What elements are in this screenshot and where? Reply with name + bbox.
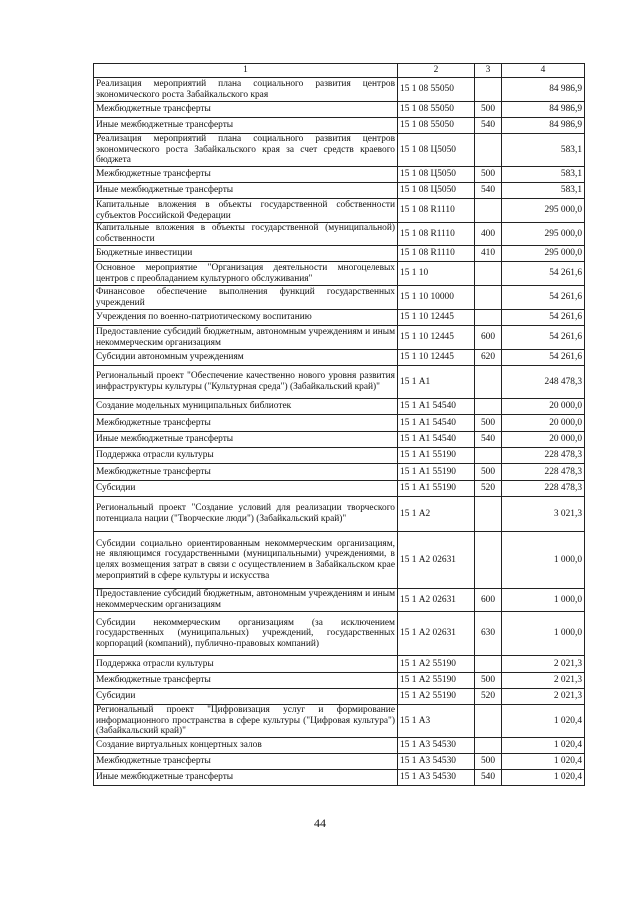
row-name: Субсидии социально ориентированным некоммерческим организациям, не являющимся государственными (муниципальными) учреждениями, в целях возмещения затрат в связи с осуществлением в Забайкальском крае мероприятий в сфере культуры и искусства — [94, 532, 398, 589]
row-sum: 54 261,6 — [502, 326, 585, 350]
row-expense-type — [475, 532, 502, 589]
row-sum: 54 261,6 — [502, 350, 585, 366]
row-code: 15 1 А2 55190 — [398, 673, 475, 689]
row-code: 15 1 08 55050 — [398, 102, 475, 118]
row-expense-type — [475, 705, 502, 738]
row-code: 15 1 08 R1110 — [398, 199, 475, 223]
row-name: Капитальные вложения в объекты государственной (муниципальной) собственности — [94, 223, 398, 246]
row-sum: 84 986,9 — [502, 102, 585, 118]
table-row — [94, 689, 585, 705]
row-sum: 583,1 — [502, 183, 585, 199]
row-code: 15 1 08 55050 — [398, 118, 475, 134]
table-row — [94, 415, 585, 432]
row-code: 15 1 А2 02631 — [398, 589, 475, 612]
row-name: Субсидии — [94, 481, 398, 497]
row-code: 15 1 А2 55190 — [398, 656, 475, 673]
row-name: Межбюджетные трансферты — [94, 415, 398, 432]
row-code: 15 1 08 R1110 — [398, 246, 475, 262]
row-code: 15 1 А2 02631 — [398, 612, 475, 656]
table-row — [94, 102, 585, 118]
row-sum: 54 261,6 — [502, 286, 585, 310]
row-code: 15 1 10 — [398, 262, 475, 286]
row-expense-type — [475, 262, 502, 286]
row-name: Межбюджетные трансферты — [94, 102, 398, 118]
table-row — [94, 350, 585, 366]
table-row — [94, 497, 585, 532]
row-code: 15 1 А1 55190 — [398, 464, 475, 481]
row-name: Поддержка отрасли культуры — [94, 656, 398, 673]
row-name: Субсидии — [94, 689, 398, 705]
row-sum: 1 000,0 — [502, 612, 585, 656]
row-name: Субсидии некоммерческим организациям (за исключением государственных (муниципальных) учреждений, государственных корпораций (компаний), публично-правовых компаний) — [94, 612, 398, 656]
row-expense-type: 410 — [475, 246, 502, 262]
row-sum: 2 021,3 — [502, 656, 585, 673]
row-sum: 20 000,0 — [502, 415, 585, 432]
table-row — [94, 286, 585, 310]
page-number: 44 — [314, 816, 326, 830]
row-sum: 1 020,4 — [502, 754, 585, 770]
row-sum: 295 000,0 — [502, 246, 585, 262]
row-name: Иные межбюджетные трансферты — [94, 183, 398, 199]
row-code: 15 1 08 Ц5050 — [398, 134, 475, 167]
row-expense-type: 500 — [475, 102, 502, 118]
row-sum: 248 478,3 — [502, 366, 585, 399]
row-name: Предоставление субсидий бюджетным, автономным учреждениям и иным некоммерческим организациям — [94, 326, 398, 350]
row-sum: 2 021,3 — [502, 673, 585, 689]
table-row — [94, 448, 585, 464]
row-code: 15 1 А3 54530 — [398, 754, 475, 770]
row-sum: 1 000,0 — [502, 589, 585, 612]
row-expense-type: 500 — [475, 673, 502, 689]
row-code: 15 1 08 Ц5050 — [398, 183, 475, 199]
row-sum: 1 020,4 — [502, 738, 585, 754]
row-expense-type — [475, 399, 502, 415]
table-row — [94, 223, 585, 246]
table-row — [94, 705, 585, 738]
table-row — [94, 199, 585, 223]
row-expense-type — [475, 78, 502, 102]
table-row — [94, 262, 585, 286]
row-sum: 54 261,6 — [502, 310, 585, 326]
row-name: Реализация мероприятий плана социального развития центров экономического роста Забайкальского края — [94, 78, 398, 102]
row-name: Региональный проект "Обеспечение качественно нового уровня развития инфраструктуры культуры ("Культурная среда") (Забайкальский край)" — [94, 366, 398, 399]
row-sum: 228 478,3 — [502, 481, 585, 497]
row-expense-type: 400 — [475, 223, 502, 246]
row-expense-type: 540 — [475, 118, 502, 134]
row-sum: 3 021,3 — [502, 497, 585, 532]
table-row — [94, 310, 585, 326]
row-expense-type — [475, 448, 502, 464]
table-row — [94, 770, 585, 786]
row-sum: 1 000,0 — [502, 532, 585, 589]
row-expense-type: 500 — [475, 464, 502, 481]
row-name: Субсидии автономным учреждениям — [94, 350, 398, 366]
row-sum: 54 261,6 — [502, 262, 585, 286]
row-sum: 20 000,0 — [502, 399, 585, 415]
row-name: Поддержка отрасли культуры — [94, 448, 398, 464]
table-row — [94, 738, 585, 754]
row-name: Иные межбюджетные трансферты — [94, 432, 398, 448]
row-code: 15 1 10 12445 — [398, 350, 475, 366]
table-row — [94, 246, 585, 262]
header-row — [94, 64, 585, 78]
row-name: Межбюджетные трансферты — [94, 167, 398, 183]
row-code: 15 1 08 R1110 — [398, 223, 475, 246]
row-sum: 2 021,3 — [502, 689, 585, 705]
row-name: Предоставление субсидий бюджетным, автономным учреждениям и иным некоммерческим организациям — [94, 589, 398, 612]
table-row — [94, 673, 585, 689]
row-name: Иные межбюджетные трансферты — [94, 118, 398, 134]
table-row — [94, 432, 585, 448]
row-expense-type: 500 — [475, 754, 502, 770]
row-sum: 84 986,9 — [502, 78, 585, 102]
row-code: 15 1 А3 54530 — [398, 770, 475, 786]
row-code: 15 1 А2 02631 — [398, 532, 475, 589]
row-expense-type — [475, 366, 502, 399]
row-sum: 583,1 — [502, 134, 585, 167]
row-sum: 228 478,3 — [502, 448, 585, 464]
row-code: 15 1 10 12445 — [398, 326, 475, 350]
row-expense-type — [475, 738, 502, 754]
table-row — [94, 167, 585, 183]
table-row — [94, 754, 585, 770]
row-code: 15 1 А3 54530 — [398, 738, 475, 754]
budget-table — [93, 63, 585, 786]
row-expense-type — [475, 199, 502, 223]
row-expense-type: 540 — [475, 183, 502, 199]
row-sum: 583,1 — [502, 167, 585, 183]
row-expense-type: 620 — [475, 350, 502, 366]
table-row — [94, 612, 585, 656]
row-expense-type: 540 — [475, 770, 502, 786]
row-sum: 295 000,0 — [502, 223, 585, 246]
table-row — [94, 656, 585, 673]
row-sum: 295 000,0 — [502, 199, 585, 223]
row-code: 15 1 А1 54540 — [398, 432, 475, 448]
row-expense-type — [475, 497, 502, 532]
row-name: Бюджетные инвестиции — [94, 246, 398, 262]
table-row — [94, 399, 585, 415]
header-col-4: 4 — [502, 64, 585, 78]
table-row — [94, 589, 585, 612]
row-name: Межбюджетные трансферты — [94, 464, 398, 481]
row-code: 15 1 А1 55190 — [398, 481, 475, 497]
row-name: Региональный проект "Цифровизация услуг и формирование информационного пространства в сфере культуры ("Цифровая культура") (Забайкальский край)" — [94, 705, 398, 738]
table-row — [94, 532, 585, 589]
row-name: Капитальные вложения в объекты государственной собственности субъектов Российской Федерации — [94, 199, 398, 223]
row-code: 15 1 А2 — [398, 497, 475, 532]
header-col-3: 3 — [475, 64, 502, 78]
row-code: 15 1 А3 — [398, 705, 475, 738]
budget-table-body — [94, 64, 585, 786]
row-expense-type — [475, 310, 502, 326]
row-expense-type: 520 — [475, 481, 502, 497]
row-expense-type: 600 — [475, 326, 502, 350]
header-col-2: 2 — [398, 64, 475, 78]
row-name: Иные межбюджетные трансферты — [94, 770, 398, 786]
row-code: 15 1 08 55050 — [398, 78, 475, 102]
table-row — [94, 183, 585, 199]
row-code: 15 1 А1 — [398, 366, 475, 399]
row-expense-type — [475, 656, 502, 673]
row-sum: 1 020,4 — [502, 770, 585, 786]
row-sum: 20 000,0 — [502, 432, 585, 448]
row-name: Региональный проект "Создание условий для реализации творческого потенциала нации ("Творческие люди") (Забайкальский край)" — [94, 497, 398, 532]
row-code: 15 1 10 12445 — [398, 310, 475, 326]
row-expense-type: 520 — [475, 689, 502, 705]
row-name: Финансовое обеспечение выполнения функций государственных учреждений — [94, 286, 398, 310]
row-expense-type: 500 — [475, 167, 502, 183]
row-expense-type — [475, 134, 502, 167]
row-name: Создание модельных муниципальных библиотек — [94, 399, 398, 415]
table-row — [94, 481, 585, 497]
row-code: 15 1 08 Ц5050 — [398, 167, 475, 183]
header-col-1: 1 — [94, 64, 398, 78]
row-expense-type: 630 — [475, 612, 502, 656]
table-row — [94, 326, 585, 350]
row-sum: 84 986,9 — [502, 118, 585, 134]
row-code: 15 1 А1 55190 — [398, 448, 475, 464]
table-row — [94, 78, 585, 102]
table-row — [94, 366, 585, 399]
row-expense-type: 500 — [475, 415, 502, 432]
table-row — [94, 464, 585, 481]
row-name: Создание виртуальных концертных залов — [94, 738, 398, 754]
row-name: Межбюджетные трансферты — [94, 673, 398, 689]
row-expense-type — [475, 286, 502, 310]
row-name: Реализация мероприятий плана социального развития центров экономического роста Забайкальского края за счет средств краевого бюджета — [94, 134, 398, 167]
row-name: Межбюджетные трансферты — [94, 754, 398, 770]
row-name: Основное мероприятие "Организация деятельности многоцелевых центров с преобладанием культурного обслуживания" — [94, 262, 398, 286]
row-code: 15 1 А1 54540 — [398, 415, 475, 432]
table-row — [94, 134, 585, 167]
row-code: 15 1 А2 55190 — [398, 689, 475, 705]
row-sum: 228 478,3 — [502, 464, 585, 481]
row-code: 15 1 10 10000 — [398, 286, 475, 310]
row-expense-type: 600 — [475, 589, 502, 612]
row-name: Учреждения по военно-патриотическому воспитанию — [94, 310, 398, 326]
row-sum: 1 020,4 — [502, 705, 585, 738]
table-row — [94, 118, 585, 134]
row-code: 15 1 А1 54540 — [398, 399, 475, 415]
row-expense-type: 540 — [475, 432, 502, 448]
